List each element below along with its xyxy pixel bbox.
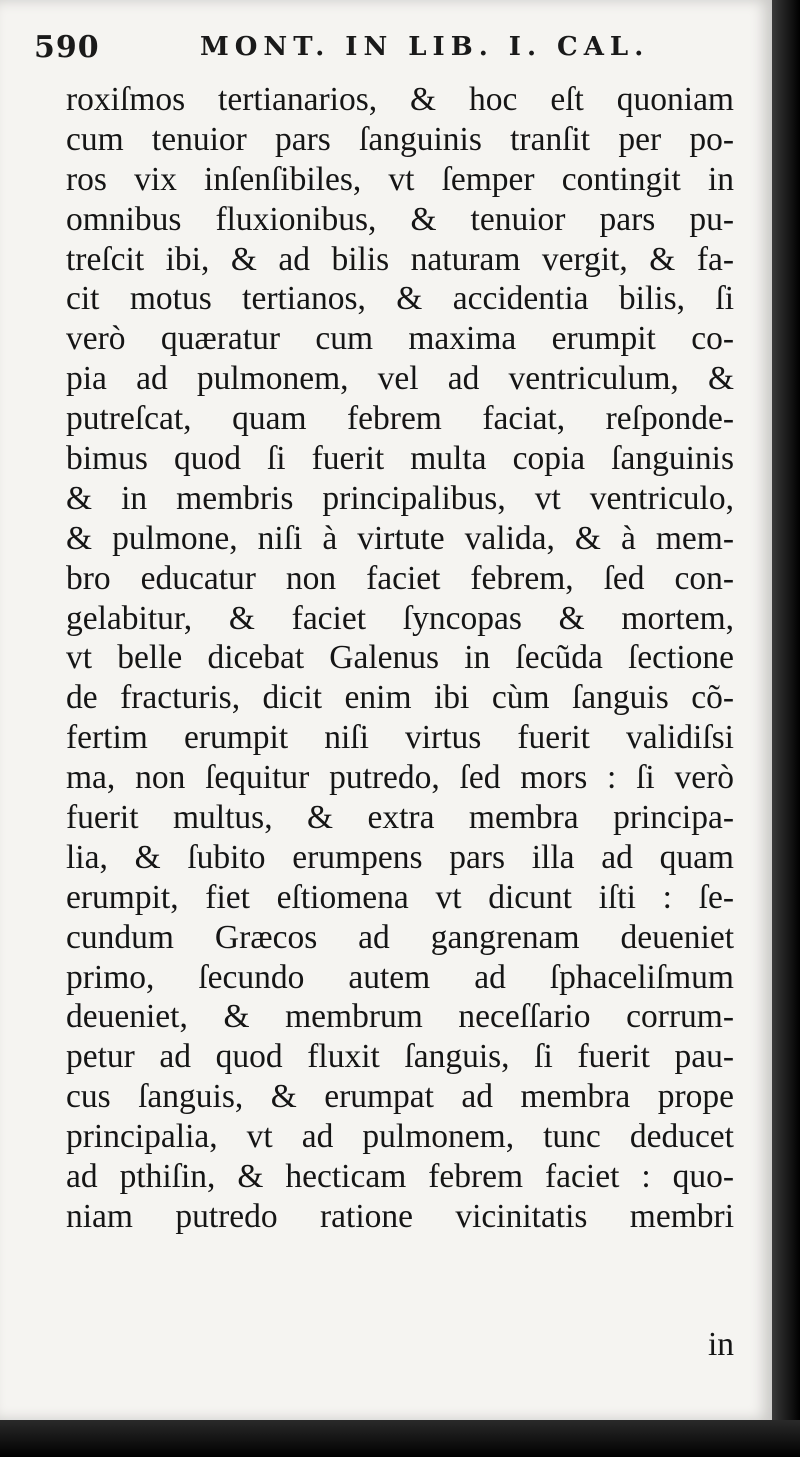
catchword: in (708, 1326, 735, 1363)
text-line: erumpit, fiet eſtiomena vt dicunt iſti : ſe- (66, 878, 734, 916)
text-line: gelabitur, & faciet ſyncopas & mortem, (66, 599, 734, 637)
text-line: fuerit multus, & extra membra principa- (66, 799, 734, 837)
text-line: treſcit ibi, & ad bilis naturam vergit, & fa- (66, 240, 734, 278)
page-header (34, 30, 734, 70)
text-line: & pulmone, niſi à virtute valida, & à mem- (66, 519, 734, 557)
text-line: bimus quod ſi fuerit multa copia ſanguinis (66, 440, 734, 478)
text-line: cundum Græcos ad gangrenam deueniet (66, 918, 734, 956)
text-line: principalia, vt ad pulmonem, tunc deducet (66, 1118, 734, 1156)
text-line: bro educatur non faciet febrem, ſed con- (66, 559, 734, 597)
text-line: niam putredo ratione vicinitatis membri (66, 1197, 734, 1235)
text-line: putreſcat, quam febrem faciat, reſponde- (66, 400, 734, 438)
text-line: ma, non ſequitur putredo, ſed mors : ſi verò (66, 759, 734, 797)
text-line: & in membris principalibus, vt ventriculo, (66, 479, 734, 517)
text-line: de fracturis, dicit enim ibi cùm ſanguis cõ- (66, 679, 734, 717)
text-line: ad pthiſin, & hecticam febrem faciet : quo- (66, 1158, 734, 1196)
page-bottom-shadow (0, 1420, 800, 1457)
text-line: deueniet, & membrum neceſſario corrum- (66, 998, 734, 1036)
text-line: lia, & ſubito erumpens pars illa ad quam (66, 838, 734, 876)
text-line: petur ad quod fluxit ſanguis, ſi fuerit pau- (66, 1038, 734, 1076)
running-head: MONT. IN LIB. I. CAL. (200, 32, 650, 62)
text-line: cit motus tertianos, & accidentia bilis, ſi (66, 280, 734, 318)
text-line: vt belle dicebat Galenus in ſecũda ſectione (66, 639, 734, 677)
text-line: cum tenuior pars ſanguinis tranſit per po- (66, 120, 734, 158)
text-line: omnibus fluxionibus, & tenuior pars pu- (66, 200, 734, 238)
text-line: pia ad pulmonem, vel ad ventriculum, & (66, 360, 734, 398)
text-line: roxiſmos tertianarios, & hoc eſt quoniam (66, 81, 734, 118)
page-edge-shadow (772, 0, 800, 1457)
text-line: fertim erumpit niſi virtus fuerit validiſsi (66, 719, 734, 757)
page-number: 590 (34, 30, 100, 65)
body-text (66, 80, 734, 1237)
text-line: cus ſanguis, & erumpat ad membra prope (66, 1078, 734, 1116)
text-line: verò quæratur cum maxima erumpit co- (66, 320, 734, 358)
text-line: ros vix inſenſibiles, vt ſemper contingit in (66, 160, 734, 198)
text-line: primo, ſecundo autem ad ſphaceliſmum (66, 958, 734, 996)
